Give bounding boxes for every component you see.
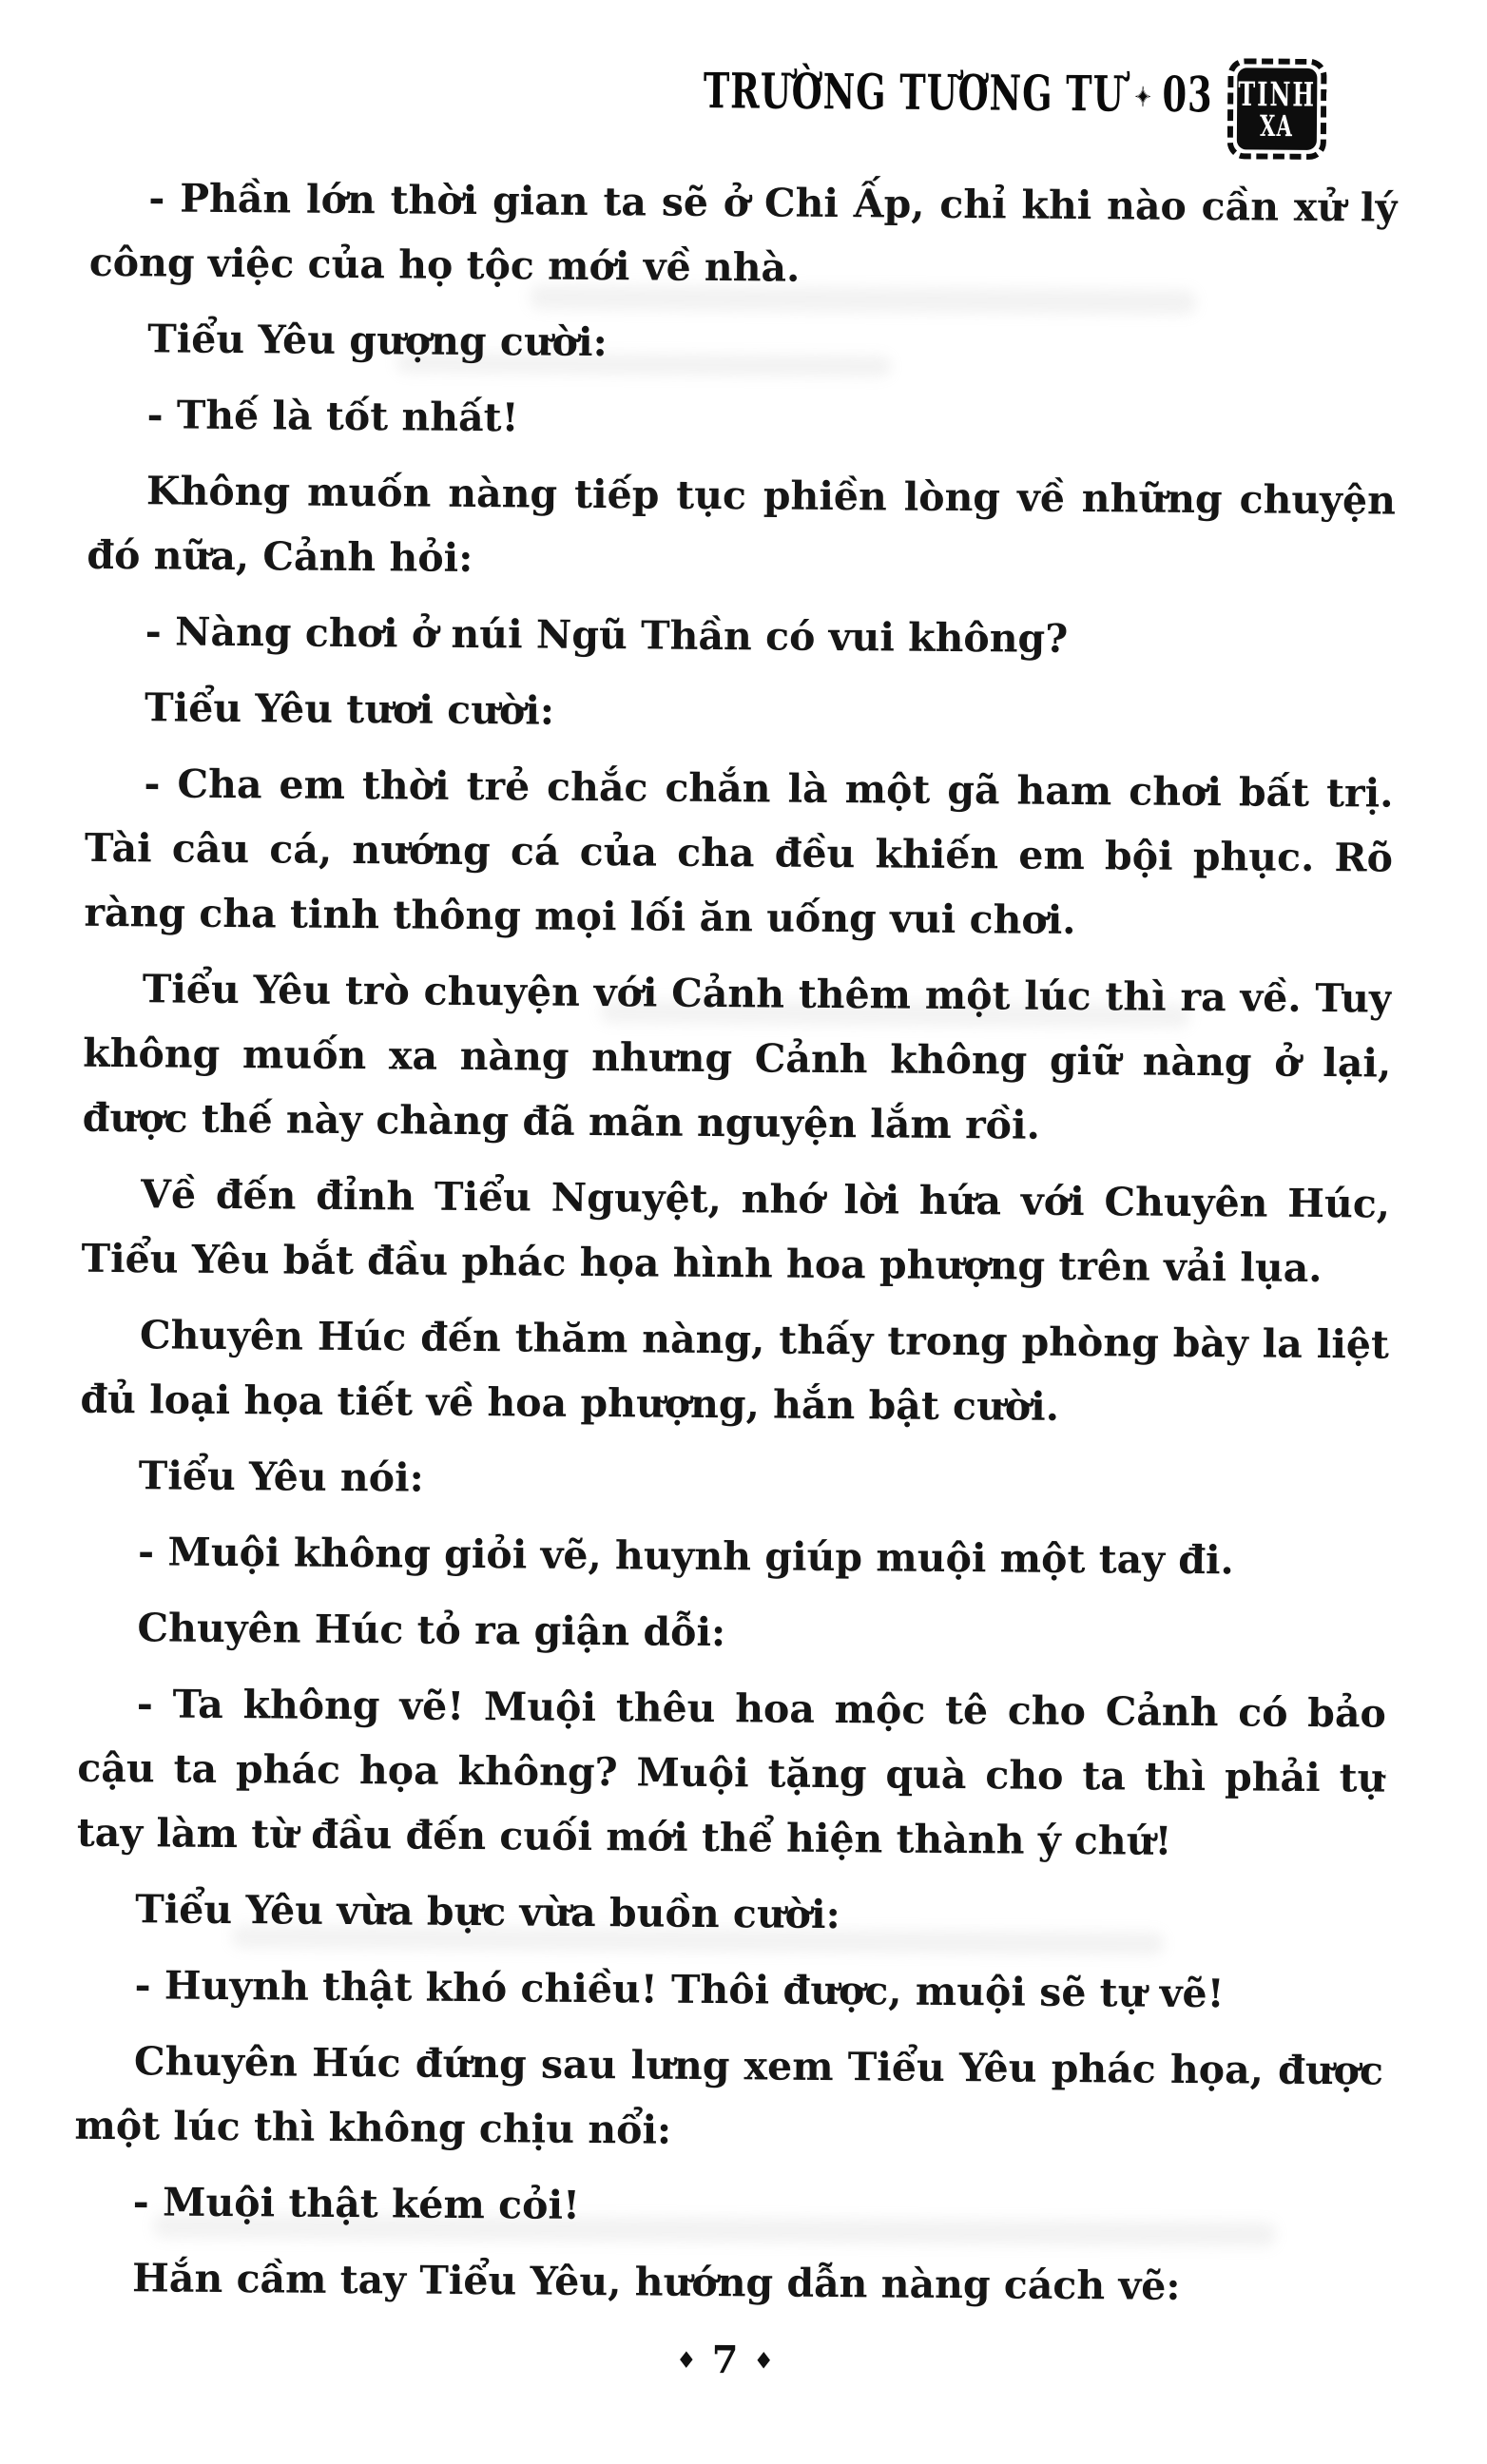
stamp-text-top: TINH — [1238, 73, 1317, 114]
paragraph: Tiểu Yêu trò chuyện với Cảnh thêm một lúc thì ra về. Tuy không muốn xa nàng nhưng Cảnh không giữ nàng ở lại, được thế này chàng đã mãn nguyện lắm rồi. — [82, 966, 1392, 1148]
page-title — [703, 62, 1213, 125]
publisher-stamp — [1227, 58, 1327, 160]
paragraph: Tiểu Yêu nói: — [138, 1453, 424, 1501]
book-title-text: TRƯỜNG TƯƠNG TƯ — [703, 62, 1125, 124]
paragraph: Về đến đỉnh Tiểu Nguyệt, nhớ lời hứa với Chuyên Húc, Tiểu Yêu bắt đầu phác họa hình hoa phượng trên vải lụa. — [81, 1171, 1391, 1292]
page-header — [658, 54, 1326, 161]
diamond-icon-left: ♦ — [675, 2346, 697, 2374]
paragraph: - Muội không giỏi vẽ, huynh giúp muội một tay đi. — [137, 1529, 1234, 1584]
paragraph: - Muội thật kém cỏi! — [132, 2179, 581, 2228]
stamp-text-bottom: XA — [1259, 107, 1295, 143]
paragraph: Tiểu Yêu gượng cười: — [146, 316, 608, 366]
paragraph: Tiểu Yêu tươi cười: — [144, 684, 555, 734]
paragraph: Chuyên Húc đứng sau lưng xem Tiểu Yêu phác họa, được một lúc thì không chịu nổi: — [74, 2038, 1384, 2153]
paragraph: - Nàng chơi ở núi Ngũ Thần có vui không? — [145, 608, 1069, 662]
paragraph: - Phần lớn thời gian ta sẽ ở Chi Ấp, chỉ khi nào cần xử lý công việc của họ tộc mới về nhà. — [88, 175, 1399, 291]
paragraph: Chuyên Húc đến thăm nàng, thấy trong phòng bày la liệt đủ loại họa tiết về hoa phượng, hắn bật cười. — [80, 1312, 1390, 1430]
paragraph: - Ta không vẽ! Muội thêu hoa mộc tê cho Cảnh có bảo cậu ta phác họa không? Muội tặng quà cho ta thì phải tự tay làm từ đầu đến cuối mới thể hiện thành ý chứ! — [76, 1681, 1387, 1864]
volume-number: 03 — [1161, 66, 1213, 125]
text-body — [73, 165, 1399, 2362]
paragraph: Hắn cầm tay Tiểu Yêu, hướng dẫn nàng cách vẽ: — [131, 2255, 1181, 2309]
diamond-icon-right: ♦ — [753, 2347, 775, 2375]
paragraph: - Cha em thời trẻ chắc chắn là một gã ham chơi bất trị. Tài câu cá, nướng cá của cha đều khiến em bội phục. Rõ ràng cha tinh thông mọi lối ăn uống vui chơi. — [84, 760, 1394, 944]
publisher-stamp-seal — [1237, 67, 1318, 150]
paragraph: Chuyên Húc tỏ ra giận dỗi: — [137, 1605, 726, 1656]
page-number: 7 — [711, 2338, 739, 2383]
star-separator-icon: ✦ — [1134, 81, 1152, 114]
paragraph: Tiểu Yêu vừa bực vừa buồn cười: — [135, 1886, 840, 1938]
paragraph: Không muốn nàng tiếp tục phiền lòng về những chuyện đó nữa, Cảnh hỏi: — [87, 468, 1397, 582]
paragraph: - Thế là tốt nhất! — [146, 392, 519, 441]
paragraph: - Huynh thật khó chiều! Thôi được, muội sẽ tự vẽ! — [134, 1962, 1225, 2017]
